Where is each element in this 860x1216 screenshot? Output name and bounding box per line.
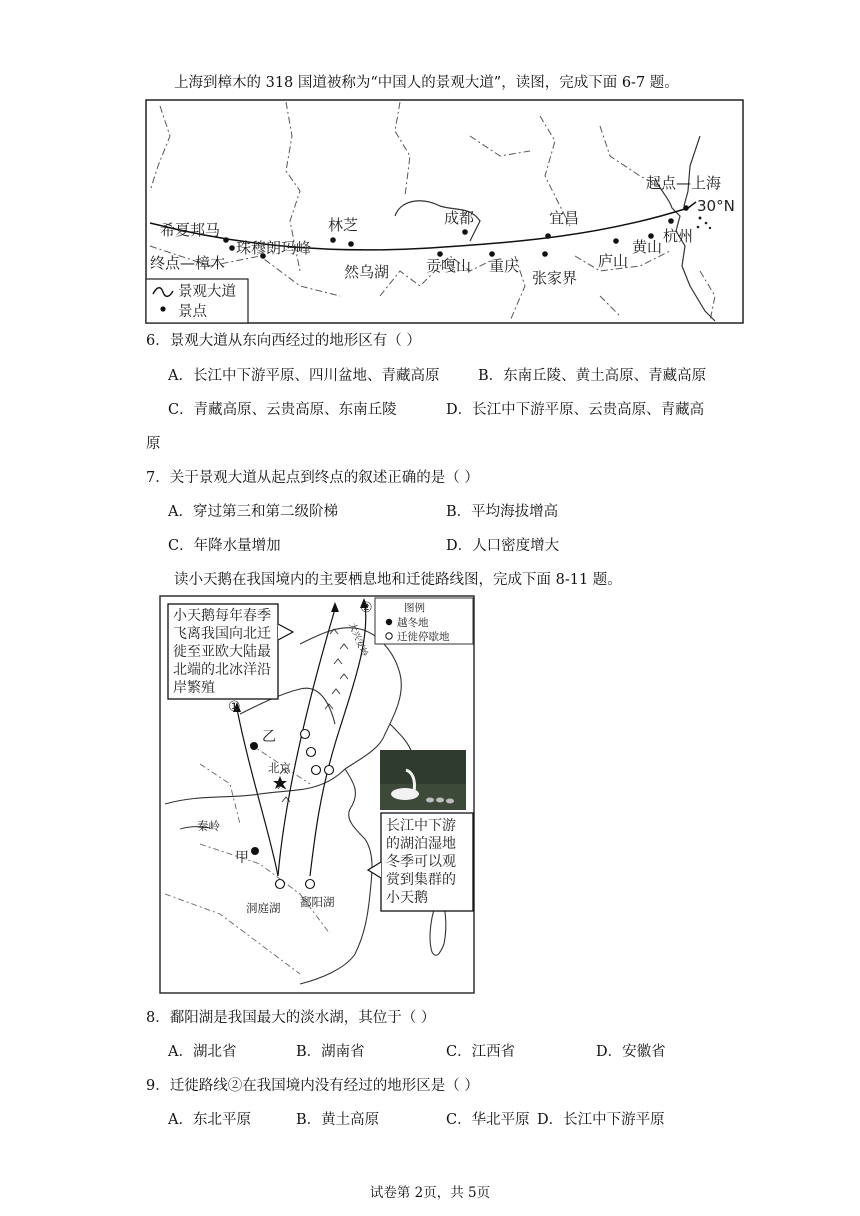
label-ranwuhu: 然乌湖: [344, 263, 390, 281]
label-poyanghu: 鄱阳湖: [300, 895, 335, 909]
label-dongtinghu: 洞庭湖: [246, 901, 281, 915]
label-qinling: 秦岭: [197, 819, 220, 833]
label-linzhi: 林芝: [328, 216, 359, 234]
label-route2: ②: [360, 600, 373, 616]
svg-text:小天鹅每年春季: 小天鹅每年春季: [173, 608, 271, 624]
label-xixiabangma: 希夏邦马: [160, 221, 221, 239]
q9-option-c[interactable]: C．华北平原: [446, 1112, 530, 1128]
svg-text:小天鹅: 小天鹅: [386, 890, 428, 906]
legend-title: 图例: [404, 602, 425, 614]
label-beijing: 北京: [268, 761, 291, 775]
label-jia: 甲: [235, 850, 249, 866]
svg-text:徙至亚欧大陆最: 徙至亚欧大陆最: [173, 644, 271, 660]
label-huangshan: 黄山: [632, 238, 663, 256]
q7-option-a[interactable]: A．穿过第三和第二级阶梯: [168, 504, 338, 520]
q9-stem: 9．迁徙路线②在我国境内没有经过的地形区是（ ）: [146, 1078, 479, 1094]
swan-migration-map: [0, 594, 860, 994]
map1-legend: [146, 279, 248, 323]
legend-road: 景观大道: [178, 284, 236, 300]
label-daxinganling: 大兴安岭: [346, 621, 369, 659]
label-yichang: 宜昌: [549, 209, 580, 227]
label-lat: 30°N: [697, 197, 735, 215]
label-route1: ①: [228, 699, 241, 715]
callout-top: [168, 604, 293, 699]
q6-stem: 6．景观大道从东向西经过的地形区有（ ）: [146, 333, 421, 349]
intro-6-7: 上海到樟木的 318 国道被称为“中国人的景观大道”，读图，完成下面 6-7 题。: [174, 75, 679, 91]
q8-option-a[interactable]: A．湖北省: [168, 1044, 237, 1060]
svg-text:长江中下游: 长江中下游: [386, 818, 456, 834]
legend-stop: 迁徙停歇地: [397, 631, 450, 643]
label-hangzhou: 杭州: [663, 227, 694, 245]
intro-8-11: 读小天鹅在我国境内的主要栖息地和迁徙路线图，完成下面 8-11 题。: [174, 572, 622, 588]
label-chongqing: 重庆: [489, 257, 520, 275]
label-lushan: 庐山: [598, 252, 629, 270]
q8-option-c[interactable]: C．江西省: [446, 1044, 516, 1060]
svg-text:的湖泊湿地: 的湖泊湿地: [386, 836, 456, 852]
svg-text:赏到集群的: 赏到集群的: [386, 872, 456, 888]
map2-legend: [375, 598, 473, 644]
label-end: 终点—樟木: [150, 254, 226, 272]
label-start: 起点—上海: [646, 174, 722, 192]
q7-option-b[interactable]: B．平均海拔增高: [446, 504, 559, 520]
q6-option-a[interactable]: A．长江中下游平原、四川盆地、青藏高原: [168, 368, 440, 384]
q6-option-c[interactable]: C．青藏高原、云贵高原、东南丘陵: [168, 402, 397, 418]
q7-option-c[interactable]: C．年降水量增加: [168, 538, 281, 554]
page-footer: 试卷第 2页，共 5页: [369, 1185, 491, 1201]
q9-option-a[interactable]: A．东北平原: [168, 1112, 251, 1128]
q8-option-b[interactable]: B．湖南省: [296, 1044, 365, 1060]
q7-stem: 7．关于景观大道从起点到终点的叙述正确的是（ ）: [146, 470, 479, 486]
q6-option-d[interactable]: D．长江中下游平原、云贵高原、青藏高: [446, 402, 705, 418]
swan-photo: [380, 750, 466, 810]
svg-text:岸繁殖: 岸繁殖: [173, 680, 215, 696]
q7-option-d[interactable]: D．人口密度增大: [446, 538, 560, 554]
q9-option-b[interactable]: B．黄土高原: [296, 1112, 380, 1128]
scenic-highway-map: [0, 96, 860, 336]
q8-option-d[interactable]: D．安徽省: [596, 1044, 666, 1060]
q6-option-b[interactable]: B．东南丘陵、黄土高原、青藏高原: [478, 368, 707, 384]
label-zhangjiajie: 张家界: [532, 269, 578, 287]
legend-spot: 景点: [178, 304, 207, 320]
callout-right: [368, 813, 473, 911]
label-gongga: 贡嘎山: [426, 257, 472, 275]
svg-text:冬季可以观: 冬季可以观: [386, 854, 456, 870]
legend-winter: 越冬地: [397, 617, 429, 629]
svg-text:北端的北冰洋沿: 北端的北冰洋沿: [173, 662, 271, 678]
svg-text:飞离我国向北迁: 飞离我国向北迁: [173, 626, 271, 642]
label-yi: 乙: [262, 729, 276, 745]
q8-stem: 8．鄱阳湖是我国最大的淡水湖，其位于（ ）: [146, 1010, 436, 1026]
label-zhumulangma: 珠穆朗玛峰: [236, 239, 312, 257]
q6-option-d-cont: 原: [146, 436, 161, 452]
q9-option-d[interactable]: D．长江中下游平原: [537, 1112, 665, 1128]
label-chengdu: 成都: [444, 209, 475, 227]
